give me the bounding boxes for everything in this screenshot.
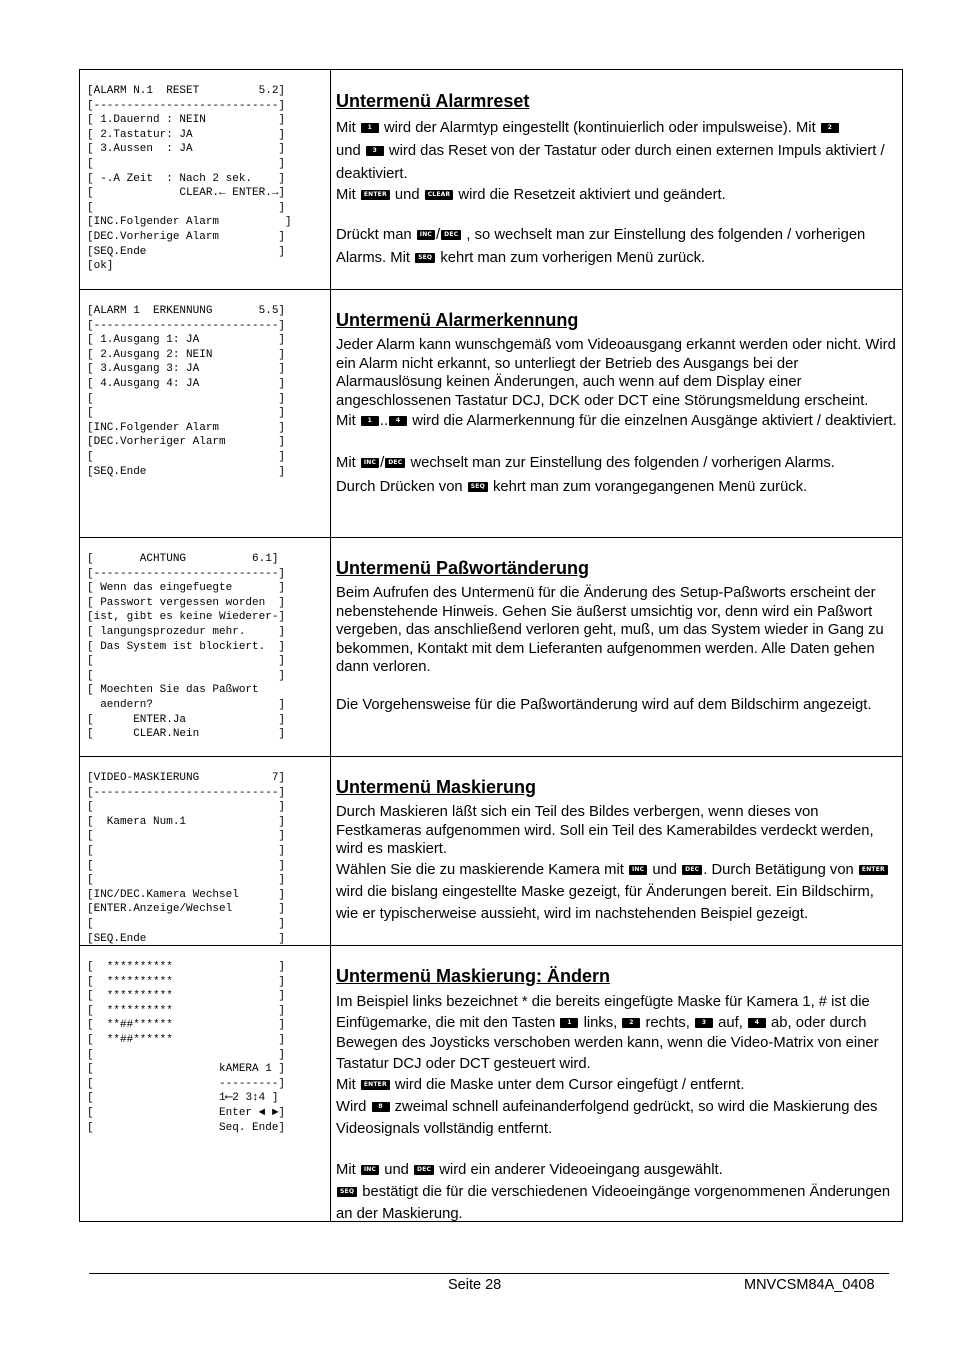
- text-maskierung: [336, 776, 898, 925]
- paragraph: Wird 8 zweimal schnell aufeinanderfolgend gedrückt, so wird die Maskierung des Videosignals vollständig entfernt.: [336, 1099, 878, 1137]
- key-4-icon: 4: [748, 1018, 766, 1028]
- key-seq-icon: SEQ: [468, 482, 488, 492]
- section-title: Untermenü Paßwortänderung: [336, 558, 590, 578]
- paragraph: Mit INC und DEC wird ein anderer Videoeingang ausgewählt.: [336, 1162, 723, 1178]
- paragraph: Drückt man INC / DEC , so wechselt man zur Einstellung des folgenden / vorherigen Alarms. Mit SEQ kehrt man zum vorherigen Menü zurück.: [336, 226, 866, 266]
- key-inc-icon: INC: [417, 230, 435, 240]
- column-divider: [330, 946, 331, 1221]
- column-divider: [330, 290, 331, 537]
- osd-screen-alarmerkennung: [ALARM 1 ERKENNUNG 5.5] [----------------------------] [ 1.Ausgang 1: JA ] [ 2.Ausgang 2: NEIN ] [ 3.Ausgang 3: JA ] [ 4.Ausgang 4: JA ] [ ] [ ] [INC.Folgender Alarm ] [DEC.Vorheriger Alarm ] [ ] [SEQ.Ende ]: [87, 305, 286, 478]
- key-clear-icon: CLEAR: [425, 190, 454, 200]
- key-8-icon: 8: [372, 1102, 390, 1112]
- key-inc-icon: INC: [629, 865, 647, 875]
- section-title: Untermenü Alarmreset: [336, 91, 530, 111]
- section-title: Untermenü Maskierung: [336, 777, 537, 797]
- key-2-icon: 2: [821, 123, 839, 133]
- section-passwortaenderung: [80, 537, 902, 756]
- section-alarmreset: [80, 70, 902, 289]
- footer-divider: [89, 1273, 889, 1274]
- text-alarmreset: [336, 90, 898, 270]
- key-dec-icon: DEC: [385, 458, 405, 468]
- key-1-icon: 1: [361, 416, 379, 426]
- paragraph: Mit 1 wird der Alarmtyp eingestellt (kontinuierlich oder impulsweise). Mit 2 und 3 wird das Reset von der Tastatur oder durch einen externen Impuls aktiviert / deaktiviert.: [336, 120, 885, 182]
- key-enter-icon: ENTER: [859, 865, 888, 875]
- key-3-icon: 3: [366, 146, 384, 156]
- key-inc-icon: INC: [361, 1165, 379, 1175]
- paragraph: Mit ENTER und CLEAR wird die Resetzeit aktiviert und geändert.: [336, 187, 726, 203]
- paragraph: Durch Drücken von SEQ kehrt man zum vorangegangenen Menü zurück.: [336, 479, 808, 496]
- key-dec-icon: DEC: [414, 1165, 434, 1175]
- paragraph: Beim Aufrufen des Untermenü für die Änderung des Setup-Paßworts erscheint der nebenstehende Hinweis. Gehen Sie äußerst umsichtig vor, denn wird ein Paßwort vergeben, das anschließend verloren geht, muß, um das System wieder in Gang zu bekommen, Kontakt mit dem Lieferanten aufgenommen werden. Alle Daten gehen dann verloren.: [336, 585, 884, 676]
- column-divider: [330, 757, 331, 945]
- paragraph: Jeder Alarm kann wunschgemäß vom Videoausgang erkannt werden oder nicht. Wird ein Alarm nicht erkannt, so unterliegt der Betrieb des Ausgangs bei der Alarmauslösung keinen Änderungen, auch wenn auf dem Display einer angeschlossenen Tastatur DCJ, DCK oder DCT eine Störungsmeldung erscheint.: [336, 337, 896, 409]
- key-4-icon: 4: [389, 416, 407, 426]
- paragraph: Mit 1 .. 4 wird die Alarmerkennung für die einzelnen Ausgänge aktiviert / deaktiviert.: [336, 413, 897, 430]
- column-divider: [330, 538, 331, 756]
- key-dec-icon: DEC: [682, 865, 702, 875]
- text-alarmerkennung: [336, 309, 898, 499]
- osd-screen-achtung: [ ACHTUNG 6.1] [----------------------------] [ Wenn das eingefuegte ] [ Passwort vergessen worden ] [ist, gibt es keine Wiederer-] [ langungsprozedur mehr. ] [ Das System ist blockiert. ] [ ] [ ] [ Moechten Sie das Paßwort aendern? ] [ ENTER.Ja ] [ CLEAR.Nein ]: [87, 553, 286, 741]
- key-1-icon: 1: [560, 1018, 578, 1028]
- osd-screen-alarmreset: [ALARM N.1 RESET 5.2] [----------------------------] [ 1.Dauernd : NEIN ] [ 2.Tastatur: JA ] [ 3.Aussen : JA ] [ ] [ -.A Zeit : Nach 2 sek. ] [ CLEAR.← ENTER.→] [ ] [INC.Folgender Alarm ] [DEC.Vorherige Alarm ] [SEQ.Ende ] [ok]: [87, 85, 292, 273]
- text-passwortaenderung: [336, 557, 898, 715]
- key-enter-icon: ENTER: [361, 1080, 390, 1090]
- key-dec-icon: DEC: [441, 230, 461, 240]
- column-divider: [330, 70, 331, 289]
- section-title: Untermenü Alarmerkennung: [336, 310, 579, 330]
- paragraph: Wählen Sie die zu maskierende Kamera mit INC und DEC . Durch Betätigung von ENTER wird die bislang eingestellte Maske gezeigt, für Änderungen bereit. Ein Bildschirm, wie er typischerweise aussieht, wird im nachstehenden Beispiel gezeigt.: [336, 859, 898, 925]
- key-1-icon: 1: [361, 123, 379, 133]
- page-number: Seite 28: [448, 1277, 502, 1293]
- paragraph: Die Vorgehensweise für die Paßwortänderung wird auf dem Bildschirm angezeigt.: [336, 696, 872, 713]
- text-maskierung-aendern: [336, 965, 898, 1225]
- key-inc-icon: INC: [361, 458, 379, 468]
- key-enter-icon: ENTER: [361, 190, 390, 200]
- key-seq-icon: SEQ: [337, 1187, 357, 1197]
- key-seq-icon: SEQ: [415, 253, 435, 263]
- osd-screen-mask-editor: [ ********** ] [ ********** ] [ ********** ] [ ********** ] [ **##****** ] [ **##****** ] [ ] [ kAMERA 1 ] [ ---------] [ 1⟵2 3↕4 ] [ Enter ◄ ►] [ Seq. Ende]: [87, 961, 286, 1134]
- osd-screen-video-maskierung: [VIDEO-MASKIERUNG 7] [----------------------------] [ ] [ Kamera Num.1 ] [ ] [ ] [ ] [ ] [INC/DEC.Kamera Wechsel ] [ENTER.Anzeige/Wechsel ] [ ] [SEQ.Ende ]: [87, 772, 286, 945]
- document-code: MNVCSM84A_0408: [744, 1277, 875, 1293]
- section-maskierung-aendern: [80, 945, 902, 1221]
- manual-table: [79, 69, 903, 1222]
- section-alarmerkennung: [80, 289, 902, 537]
- section-maskierung: [80, 756, 902, 945]
- paragraph: Durch Maskieren läßt sich ein Teil des Bildes verbergen, wenn dieses von Festkameras aufgenommen wird. Soll ein Teil des Kamerabildes verdeckt werden, wird es maskiert.: [336, 804, 874, 858]
- section-title: Untermenü Maskierung: Ändern: [336, 966, 611, 986]
- key-3-icon: 3: [695, 1018, 713, 1028]
- paragraph: SEQ bestätigt die für die verschiedenen Videoeingänge vorgenommenen Änderungen an der Maskierung.: [336, 1184, 891, 1222]
- key-2-icon: 2: [622, 1018, 640, 1028]
- paragraph: Im Beispiel links bezeichnet * die bereits eingefügte Maske für Kamera 1, # ist die Einfügemarke, die mit den Tasten 1 links, 2 rechts, 3 auf, 4 ab, oder durch Bewegen des Joysticks verschoben werden kann, wenn die Video-Matrix von einer Tastatur DCJ oder DCT gesteuert wird.: [336, 994, 879, 1072]
- paragraph: Mit ENTER wird die Maske unter dem Cursor eingefügt / entfernt.: [336, 1077, 745, 1093]
- paragraph: Mit INC / DEC wechselt man zur Einstellung des folgenden / vorherigen Alarms.: [336, 455, 835, 472]
